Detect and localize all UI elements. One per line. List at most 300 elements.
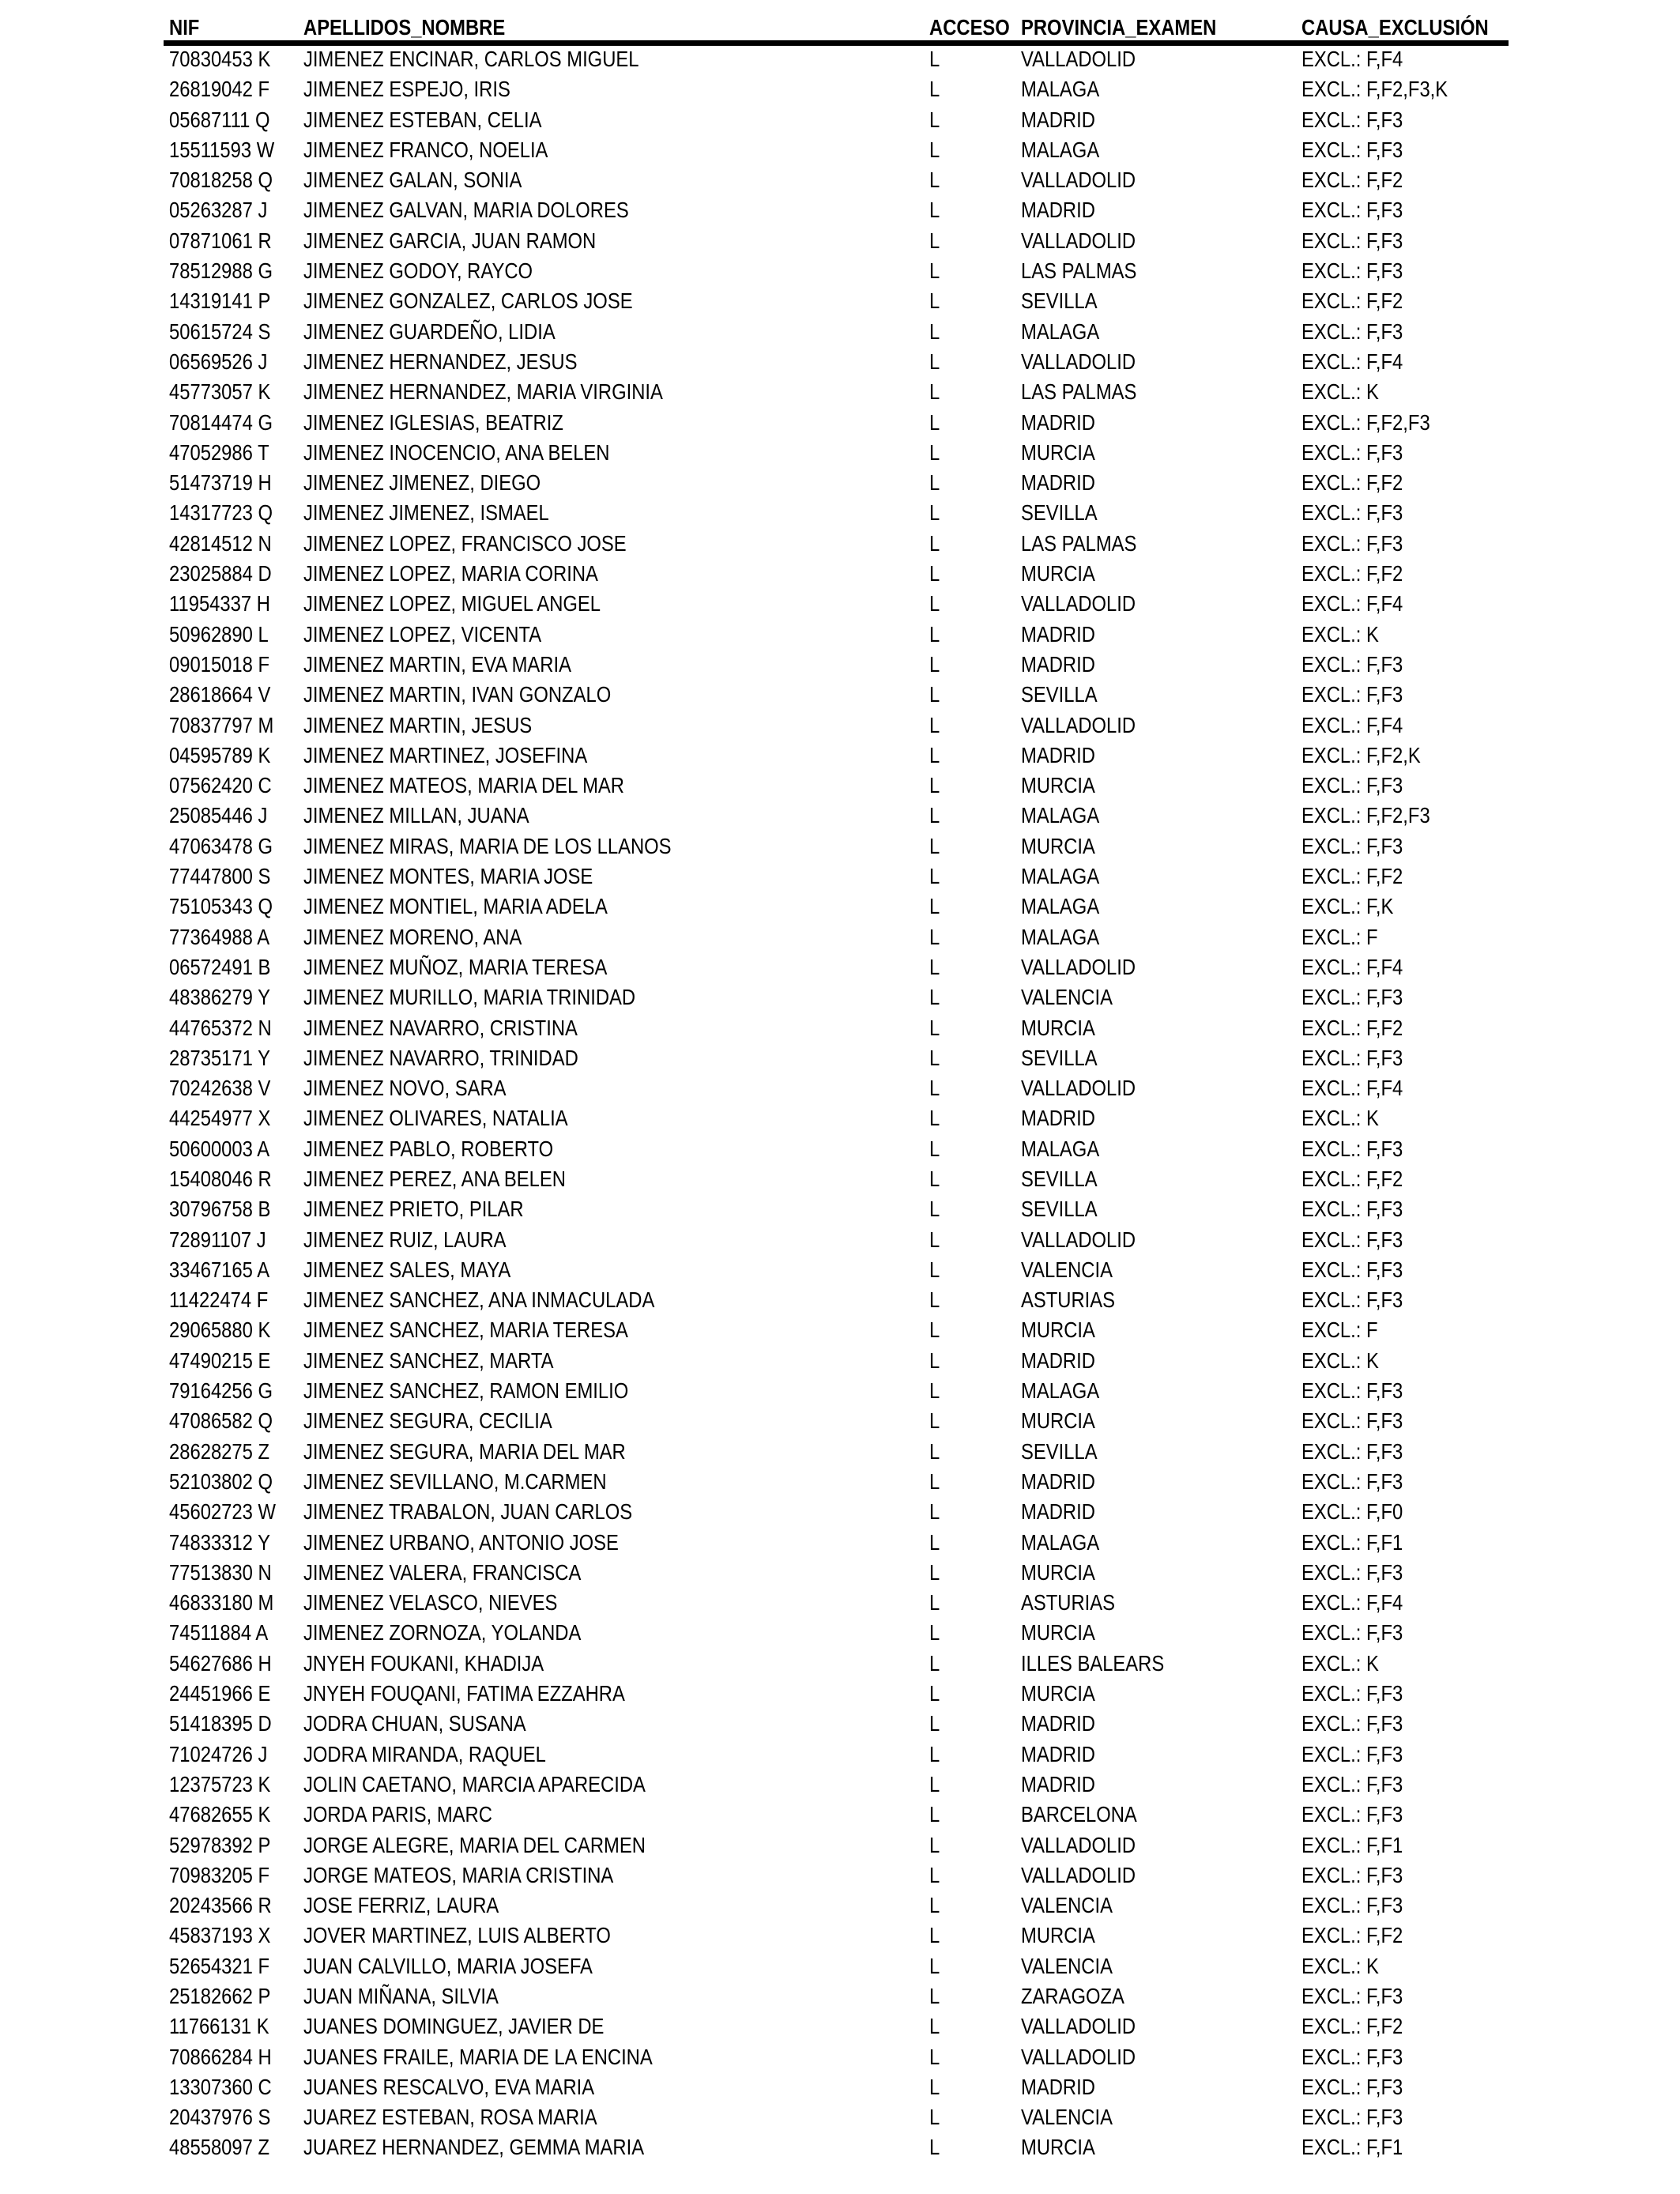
apellidos-nombre-cell: JIMENEZ JIMENEZ, ISMAEL (303, 500, 549, 526)
provincia-examen-cell: VALLADOLID (1021, 349, 1136, 374)
causa-exclusion-cell: EXCL.: F,F3 (1301, 1197, 1403, 1222)
nif-cell: 70818258 Q (169, 168, 273, 193)
apellidos-nombre-cell: JUAREZ HERNANDEZ, GEMMA MARIA (303, 2135, 645, 2160)
acceso-cell: L (929, 1015, 940, 1040)
nif-cell: 11766131 K (169, 2014, 269, 2039)
causa-exclusion-cell: EXCL.: F,F2,F3,K (1301, 77, 1448, 102)
table-row (0, 1800, 1680, 1830)
apellidos-nombre-cell: JIMENEZ LOPEZ, FRANCISCO JOSE (303, 530, 627, 556)
nif-cell: 74833312 Y (169, 1529, 270, 1555)
apellidos-nombre-cell: JIMENEZ SANCHEZ, MARTA (303, 1348, 554, 1373)
acceso-cell: L (929, 894, 940, 919)
table-row (0, 1164, 1680, 1194)
table-row (0, 861, 1680, 892)
acceso-cell: L (929, 985, 940, 1010)
nif-cell: 11422474 F (169, 1287, 269, 1313)
acceso-cell: L (929, 742, 940, 767)
apellidos-nombre-cell: JIMENEZ MILLAN, JUANA (303, 803, 529, 828)
apellidos-nombre-cell: JIMENEZ MATEOS, MARIA DEL MAR (303, 773, 624, 798)
provincia-examen-cell: MALAGA (1021, 137, 1100, 162)
nif-cell: 04595789 K (169, 742, 271, 767)
causa-exclusion-cell: EXCL.: F,F3 (1301, 1802, 1403, 1827)
apellidos-nombre-cell: JORGE ALEGRE, MARIA DEL CARMEN (303, 1832, 646, 1857)
provincia-examen-cell: MALAGA (1021, 924, 1100, 949)
acceso-cell: L (929, 1136, 940, 1161)
causa-exclusion-cell: EXCL.: F,F3 (1301, 2044, 1403, 2069)
nif-cell: 77364988 A (169, 924, 270, 949)
acceso-cell: L (929, 1438, 940, 1464)
causa-exclusion-cell: EXCL.: F,F2,F3 (1301, 803, 1430, 828)
apellidos-nombre-cell: JIMENEZ INOCENCIO, ANA BELEN (303, 439, 610, 465)
acceso-cell: L (929, 651, 940, 677)
table-row (0, 498, 1680, 528)
acceso-cell: L (929, 1468, 940, 1494)
acceso-cell: L (929, 712, 940, 737)
nif-cell: 11954337 H (169, 591, 270, 616)
nif-cell: 51473719 H (169, 470, 272, 496)
table-row (0, 105, 1680, 135)
provincia-examen-cell: MADRID (1021, 470, 1095, 496)
apellidos-nombre-cell: JIMENEZ VALERA, FRANCISCA (303, 1559, 582, 1585)
table-row (0, 1285, 1680, 1315)
table-row (0, 589, 1680, 619)
table-row (0, 1255, 1680, 1285)
causa-exclusion-cell: EXCL.: F,F3 (1301, 682, 1403, 707)
table-row (0, 347, 1680, 377)
nif-cell: 77513830 N (169, 1559, 272, 1585)
acceso-cell: L (929, 1499, 940, 1525)
acceso-cell: L (929, 591, 940, 616)
provincia-examen-cell: VALLADOLID (1021, 712, 1136, 737)
causa-exclusion-cell: EXCL.: F,F2 (1301, 168, 1403, 193)
apellidos-nombre-cell: JIMENEZ MARTIN, IVAN GONZALO (303, 682, 612, 707)
provincia-examen-cell: LAS PALMAS (1021, 379, 1137, 405)
apellidos-nombre-cell: JIMENEZ MONTES, MARIA JOSE (303, 864, 593, 889)
apellidos-nombre-cell: JIMENEZ SALES, MAYA (303, 1257, 511, 1282)
acceso-cell: L (929, 319, 940, 344)
nif-cell: 23025884 D (169, 561, 272, 586)
table-row (0, 1770, 1680, 1800)
acceso-cell: L (929, 1741, 940, 1766)
apellidos-nombre-cell: JIMENEZ GUARDEÑO, LIDIA (303, 319, 556, 344)
apellidos-nombre-cell: JIMENEZ URBANO, ANTONIO JOSE (303, 1529, 619, 1555)
nif-cell: 25085446 J (169, 803, 268, 828)
provincia-examen-cell: VALLADOLID (1021, 2014, 1136, 2039)
acceso-cell: L (929, 954, 940, 979)
nif-cell: 54627686 H (169, 1650, 272, 1676)
table-row (0, 1346, 1680, 1376)
nif-cell: 75105343 Q (169, 894, 273, 919)
acceso-cell: L (929, 379, 940, 405)
causa-exclusion-cell: EXCL.: F,F3 (1301, 1136, 1403, 1161)
table-row (0, 952, 1680, 982)
causa-exclusion-cell: EXCL.: F,F3 (1301, 2074, 1403, 2099)
nif-cell: 50962890 L (169, 621, 269, 647)
nif-cell: 70983205 F (169, 1862, 270, 1887)
table-row (0, 1073, 1680, 1103)
acceso-cell: L (929, 2074, 940, 2099)
table-row (0, 44, 1680, 74)
apellidos-nombre-cell: JORDA PARIS, MARC (303, 1802, 492, 1827)
apellidos-nombre-cell: JIMENEZ NAVARRO, TRINIDAD (303, 1045, 578, 1070)
table-row (0, 922, 1680, 952)
provincia-examen-cell: MALAGA (1021, 864, 1100, 889)
table-row (0, 1043, 1680, 1073)
table-row (0, 468, 1680, 498)
apellidos-nombre-cell: JIMENEZ NAVARRO, CRISTINA (303, 1015, 578, 1040)
provincia-examen-cell: VALENCIA (1021, 1257, 1113, 1282)
causa-exclusion-cell: EXCL.: F,F3 (1301, 530, 1403, 556)
acceso-cell: L (929, 228, 940, 253)
provincia-examen-cell: VALENCIA (1021, 1953, 1113, 1978)
causa-exclusion-cell: EXCL.: F,F3 (1301, 1681, 1403, 1706)
acceso-cell: L (929, 621, 940, 647)
provincia-examen-cell: MADRID (1021, 651, 1095, 677)
table-row (0, 1315, 1680, 1345)
causa-exclusion-cell: EXCL.: K (1301, 1348, 1379, 1373)
provincia-examen-cell: MADRID (1021, 1468, 1095, 1494)
provincia-examen-cell: VALLADOLID (1021, 1832, 1136, 1857)
provincia-examen-cell: MURCIA (1021, 2135, 1095, 2160)
apellidos-nombre-cell: JIMENEZ ESTEBAN, CELIA (303, 107, 542, 132)
nif-cell: 52978392 P (169, 1832, 271, 1857)
apellidos-nombre-cell: JOSE FERRIZ, LAURA (303, 1893, 499, 1918)
table-row (0, 1376, 1680, 1406)
provincia-examen-cell: MURCIA (1021, 561, 1095, 586)
table-row (0, 1618, 1680, 1648)
acceso-cell: L (929, 1045, 940, 1070)
table-row (0, 1891, 1680, 1921)
provincia-examen-cell: MADRID (1021, 1348, 1095, 1373)
causa-exclusion-cell: EXCL.: K (1301, 1106, 1379, 1131)
acceso-cell: L (929, 1771, 940, 1796)
causa-exclusion-cell: EXCL.: F,F3 (1301, 1559, 1403, 1585)
causa-exclusion-cell: EXCL.: F (1301, 1318, 1378, 1343)
apellidos-nombre-cell: JIMENEZ MONTIEL, MARIA ADELA (303, 894, 608, 919)
header-nif: NIF (169, 15, 200, 40)
header-provincia-examen: PROVINCIA_EXAMEN (1021, 15, 1217, 40)
nif-cell: 50615724 S (169, 319, 271, 344)
causa-exclusion-cell: EXCL.: F,F2,F3 (1301, 409, 1430, 435)
acceso-cell: L (929, 1227, 940, 1252)
acceso-cell: L (929, 773, 940, 798)
acceso-cell: L (929, 500, 940, 526)
nif-cell: 09015018 F (169, 651, 270, 677)
nif-cell: 71024726 J (169, 1741, 268, 1766)
acceso-cell: L (929, 1711, 940, 1736)
acceso-cell: L (929, 439, 940, 465)
header-apellidos-nombre: APELLIDOS_NOMBRE (303, 15, 506, 40)
nif-cell: 24451966 E (169, 1681, 271, 1706)
acceso-cell: L (929, 1590, 940, 1615)
apellidos-nombre-cell: JIMENEZ PABLO, ROBERTO (303, 1136, 554, 1161)
nif-cell: 45773057 K (169, 379, 271, 405)
table-row (0, 317, 1680, 347)
table-row (0, 1649, 1680, 1679)
provincia-examen-cell: MADRID (1021, 621, 1095, 647)
apellidos-nombre-cell: JIMENEZ GONZALEZ, CARLOS JOSE (303, 288, 633, 314)
table-row (0, 680, 1680, 710)
apellidos-nombre-cell: JUANES DOMINGUEZ, JAVIER DE (303, 2014, 605, 2039)
acceso-cell: L (929, 2135, 940, 2160)
apellidos-nombre-cell: JIMENEZ VELASCO, NIEVES (303, 1590, 558, 1615)
causa-exclusion-cell: EXCL.: F,F3 (1301, 439, 1403, 465)
provincia-examen-cell: SEVILLA (1021, 1197, 1098, 1222)
apellidos-nombre-cell: JUAN MIÑANA, SILVIA (303, 1984, 499, 2008)
provincia-examen-cell: MALAGA (1021, 1136, 1100, 1161)
nif-cell: 50600003 A (169, 1136, 270, 1161)
causa-exclusion-cell: EXCL.: F,F4 (1301, 1590, 1403, 1615)
acceso-cell: L (929, 1862, 940, 1887)
provincia-examen-cell: LAS PALMAS (1021, 258, 1137, 284)
nif-cell: 20243566 R (169, 1893, 272, 1918)
causa-exclusion-cell: EXCL.: F,F3 (1301, 985, 1403, 1010)
table-row (0, 1194, 1680, 1224)
table-row (0, 1134, 1680, 1164)
table-row (0, 1921, 1680, 1951)
provincia-examen-cell: MURCIA (1021, 1015, 1095, 1040)
provincia-examen-cell: MADRID (1021, 2074, 1095, 2099)
apellidos-nombre-cell: JIMENEZ HERNANDEZ, MARIA VIRGINIA (303, 379, 663, 405)
nif-cell: 29065880 K (169, 1318, 271, 1343)
table-row (0, 1709, 1680, 1739)
causa-exclusion-cell: EXCL.: F,F3 (1301, 1893, 1403, 1918)
apellidos-nombre-cell: JIMENEZ MARTINEZ, JOSEFINA (303, 742, 588, 767)
table-row (0, 1497, 1680, 1527)
apellidos-nombre-cell: JUAREZ ESTEBAN, ROSA MARIA (303, 2105, 597, 2130)
acceso-cell: L (929, 1287, 940, 1313)
provincia-examen-cell: MADRID (1021, 742, 1095, 767)
provincia-examen-cell: ZARAGOZA (1021, 1984, 1124, 2008)
acceso-cell: L (929, 1620, 940, 1646)
causa-exclusion-cell: EXCL.: F,F4 (1301, 1076, 1403, 1101)
table-row (0, 2102, 1680, 2132)
causa-exclusion-cell: EXCL.: F,F2 (1301, 1166, 1403, 1191)
nif-cell: 52654321 F (169, 1953, 270, 1978)
acceso-cell: L (929, 1529, 940, 1555)
nif-cell: 14317723 Q (169, 500, 273, 526)
apellidos-nombre-cell: JOVER MARTINEZ, LUIS ALBERTO (303, 1923, 611, 1948)
nif-cell: 47682655 K (169, 1802, 271, 1827)
nif-cell: 70837797 M (169, 712, 274, 737)
provincia-examen-cell: MURCIA (1021, 833, 1095, 858)
nif-cell: 28628275 Z (169, 1438, 270, 1464)
apellidos-nombre-cell: JNYEH FOUQANI, FATIMA EZZAHRA (303, 1681, 625, 1706)
nif-cell: 13307360 C (169, 2074, 272, 2099)
nif-cell: 28735171 Y (169, 1045, 270, 1070)
table-row (0, 1406, 1680, 1436)
provincia-examen-cell: SEVILLA (1021, 500, 1098, 526)
nif-cell: 26819042 F (169, 77, 270, 102)
apellidos-nombre-cell: JIMENEZ HERNANDEZ, JESUS (303, 349, 578, 374)
provincia-examen-cell: SEVILLA (1021, 682, 1098, 707)
apellidos-nombre-cell: JIMENEZ MARTIN, JESUS (303, 712, 533, 737)
table-row (0, 377, 1680, 407)
causa-exclusion-cell: EXCL.: F,F3 (1301, 651, 1403, 677)
causa-exclusion-cell: EXCL.: F,F3 (1301, 833, 1403, 858)
causa-exclusion-cell: EXCL.: K (1301, 1953, 1379, 1978)
apellidos-nombre-cell: JIMENEZ MIRAS, MARIA DE LOS LLANOS (303, 833, 672, 858)
apellidos-nombre-cell: JORGE MATEOS, MARIA CRISTINA (303, 1862, 614, 1887)
nif-cell: 70866284 H (169, 2044, 272, 2069)
acceso-cell: L (929, 1953, 940, 1978)
table-row (0, 195, 1680, 225)
apellidos-nombre-cell: JIMENEZ NOVO, SARA (303, 1076, 507, 1101)
provincia-examen-cell: SEVILLA (1021, 1166, 1098, 1191)
nif-cell: 47063478 G (169, 833, 273, 858)
causa-exclusion-cell: EXCL.: F,F4 (1301, 349, 1403, 374)
acceso-cell: L (929, 107, 940, 132)
table-row (0, 892, 1680, 922)
causa-exclusion-cell: EXCL.: F (1301, 924, 1378, 949)
apellidos-nombre-cell: JUANES RESCALVO, EVA MARIA (303, 2074, 595, 2099)
acceso-cell: L (929, 1802, 940, 1827)
nif-cell: 47052986 T (169, 439, 269, 465)
provincia-examen-cell: MURCIA (1021, 1318, 1095, 1343)
apellidos-nombre-cell: JIMENEZ LOPEZ, MARIA CORINA (303, 561, 598, 586)
apellidos-nombre-cell: JIMENEZ MORENO, ANA (303, 924, 522, 949)
provincia-examen-cell: MALAGA (1021, 1378, 1100, 1404)
nif-cell: 52103802 Q (169, 1468, 273, 1494)
nif-cell: 77447800 S (169, 864, 271, 889)
provincia-examen-cell: VALLADOLID (1021, 591, 1136, 616)
causa-exclusion-cell: EXCL.: F,F2 (1301, 470, 1403, 496)
provincia-examen-cell: MALAGA (1021, 77, 1100, 102)
acceso-cell: L (929, 288, 940, 314)
nif-cell: 72891107 J (169, 1227, 266, 1252)
table-row (0, 1981, 1680, 2011)
acceso-cell: L (929, 2044, 940, 2069)
provincia-examen-cell: ILLES BALEARS (1021, 1650, 1165, 1676)
table-row (0, 438, 1680, 468)
causa-exclusion-cell: EXCL.: F,F3 (1301, 228, 1403, 253)
table-row (0, 1588, 1680, 1618)
nif-cell: 15511593 W (169, 137, 275, 162)
nif-cell: 44254977 X (169, 1106, 271, 1131)
acceso-cell: L (929, 1832, 940, 1857)
apellidos-nombre-cell: JIMENEZ SEVILLANO, M.CARMEN (303, 1468, 607, 1494)
causa-exclusion-cell: EXCL.: F,F3 (1301, 1862, 1403, 1887)
causa-exclusion-cell: EXCL.: F,F2 (1301, 2014, 1403, 2039)
acceso-cell: L (929, 1559, 940, 1585)
nif-cell: 47086582 Q (169, 1408, 273, 1434)
causa-exclusion-cell: EXCL.: F,F0 (1301, 1499, 1403, 1525)
apellidos-nombre-cell: JIMENEZ SEGURA, CECILIA (303, 1408, 552, 1434)
acceso-cell: L (929, 1106, 940, 1131)
apellidos-nombre-cell: JOLIN CAETANO, MARCIA APARECIDA (303, 1771, 646, 1796)
provincia-examen-cell: VALENCIA (1021, 2105, 1113, 2130)
nif-cell: 44765372 N (169, 1015, 272, 1040)
acceso-cell: L (929, 530, 940, 556)
causa-exclusion-cell: EXCL.: F,F3 (1301, 1287, 1403, 1313)
causa-exclusion-cell: EXCL.: F,F2 (1301, 864, 1403, 889)
provincia-examen-cell: MURCIA (1021, 1620, 1095, 1646)
causa-exclusion-cell: EXCL.: F,F3 (1301, 1408, 1403, 1434)
acceso-cell: L (929, 1893, 940, 1918)
table-header (0, 13, 1680, 43)
acceso-cell: L (929, 864, 940, 889)
acceso-cell: L (929, 470, 940, 496)
table-row (0, 831, 1680, 861)
apellidos-nombre-cell: JIMENEZ MARTIN, EVA MARIA (303, 651, 571, 677)
nif-cell: 12375723 K (169, 1771, 271, 1796)
causa-exclusion-cell: EXCL.: F,F3 (1301, 1378, 1403, 1404)
nif-cell: 33467165 A (169, 1257, 270, 1282)
apellidos-nombre-cell: JIMENEZ SANCHEZ, ANA INMACULADA (303, 1287, 655, 1313)
nif-cell: 48558097 Z (169, 2135, 270, 2160)
nif-cell: 05263287 J (169, 198, 268, 223)
causa-exclusion-cell: EXCL.: F,F3 (1301, 1620, 1403, 1646)
apellidos-nombre-cell: JIMENEZ PRIETO, PILAR (303, 1197, 524, 1222)
provincia-examen-cell: MURCIA (1021, 773, 1095, 798)
table-row (0, 1740, 1680, 1770)
apellidos-nombre-cell: JIMENEZ PEREZ, ANA BELEN (303, 1166, 566, 1191)
acceso-cell: L (929, 168, 940, 193)
causa-exclusion-cell: EXCL.: F,F1 (1301, 2135, 1403, 2160)
nif-cell: 25182662 P (169, 1984, 271, 2008)
provincia-examen-cell: MURCIA (1021, 1681, 1095, 1706)
apellidos-nombre-cell: JIMENEZ SEGURA, MARIA DEL MAR (303, 1438, 626, 1464)
causa-exclusion-cell: EXCL.: F,F3 (1301, 319, 1403, 344)
table-row (0, 1830, 1680, 1860)
apellidos-nombre-cell: JNYEH FOUKANI, KHADIJA (303, 1650, 544, 1676)
acceso-cell: L (929, 1257, 940, 1282)
causa-exclusion-cell: EXCL.: F,F3 (1301, 1771, 1403, 1796)
table-row (0, 741, 1680, 771)
acceso-cell: L (929, 1166, 940, 1191)
apellidos-nombre-cell: JIMENEZ SANCHEZ, RAMON EMILIO (303, 1378, 629, 1404)
causa-exclusion-cell: EXCL.: F,F3 (1301, 258, 1403, 284)
table-row (0, 2072, 1680, 2102)
table-row (0, 135, 1680, 165)
provincia-examen-cell: MADRID (1021, 198, 1095, 223)
acceso-cell: L (929, 349, 940, 374)
table-row (0, 711, 1680, 741)
table-row (0, 1558, 1680, 1588)
table-row (0, 1528, 1680, 1558)
table-row (0, 1225, 1680, 1255)
provincia-examen-cell: MADRID (1021, 1106, 1095, 1131)
nif-cell: 20437976 S (169, 2105, 271, 2130)
provincia-examen-cell: VALLADOLID (1021, 228, 1136, 253)
provincia-examen-cell: VALLADOLID (1021, 1076, 1136, 1101)
table-row (0, 1103, 1680, 1133)
acceso-cell: L (929, 1318, 940, 1343)
acceso-cell: L (929, 47, 940, 71)
provincia-examen-cell: MADRID (1021, 1499, 1095, 1525)
provincia-examen-cell: MADRID (1021, 1741, 1095, 1766)
nif-cell: 07871061 R (169, 228, 272, 253)
provincia-examen-cell: SEVILLA (1021, 1438, 1098, 1464)
nif-cell: 30796758 B (169, 1197, 271, 1222)
nif-cell: 70814474 G (169, 409, 273, 435)
causa-exclusion-cell: EXCL.: F,F1 (1301, 1529, 1403, 1555)
nif-cell: 78512988 G (169, 258, 273, 284)
provincia-examen-cell: VALENCIA (1021, 1893, 1113, 1918)
provincia-examen-cell: MURCIA (1021, 1408, 1095, 1434)
apellidos-nombre-cell: JIMENEZ GODOY, RAYCO (303, 258, 533, 284)
nif-cell: 45837193 X (169, 1923, 271, 1948)
provincia-examen-cell: ASTURIAS (1021, 1590, 1116, 1615)
acceso-cell: L (929, 77, 940, 102)
table-row (0, 650, 1680, 680)
nif-cell: 74511884 A (169, 1620, 269, 1646)
apellidos-nombre-cell: JIMENEZ MURILLO, MARIA TRINIDAD (303, 985, 636, 1010)
acceso-cell: L (929, 561, 940, 586)
table-row (0, 1679, 1680, 1709)
provincia-examen-cell: MALAGA (1021, 894, 1100, 919)
nif-cell: 28618664 V (169, 682, 271, 707)
